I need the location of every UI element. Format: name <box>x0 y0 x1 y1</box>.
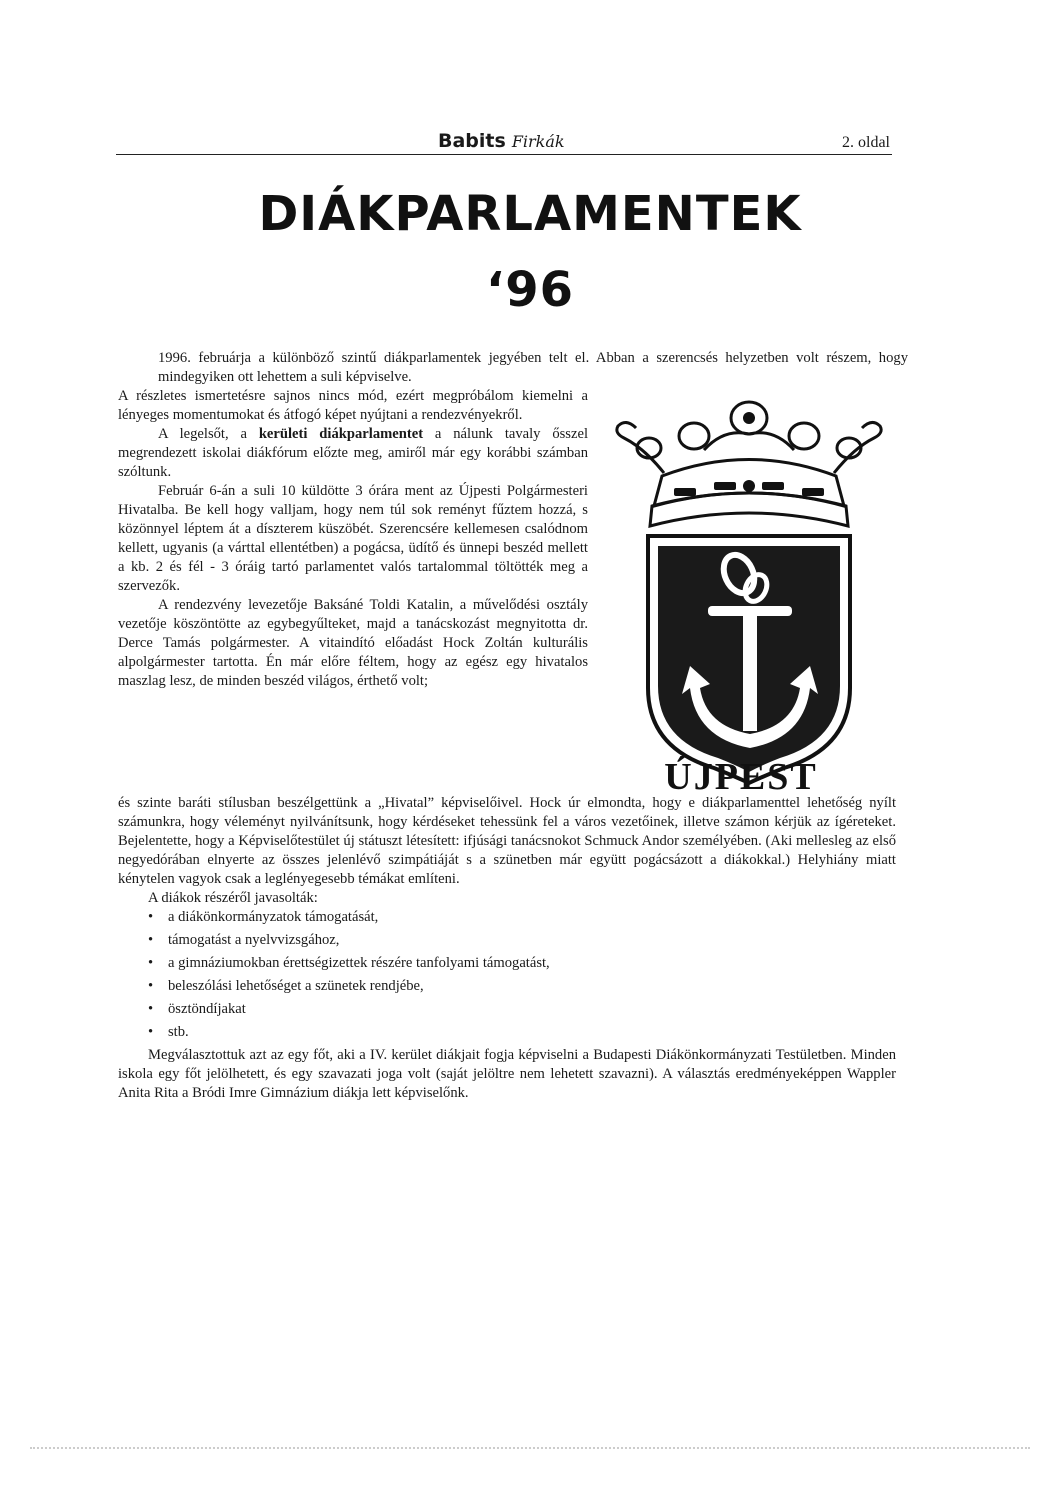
title-main: DIÁKPARLAMENTEK <box>258 186 802 242</box>
list-item: • ösztöndíjakat <box>148 1000 896 1019</box>
paragraph-2 <box>118 425 588 482</box>
paragraph-5: és szinte baráti stílusban beszélgettünk a „Hivatal” képviselőivel. Hock úr elmondta, hogy e diákparlamenttel lehetőség nyílt számunkra, hogy véleményt nyilvánítsunk, hogy kérdéseket tehessünk fel a város vezetőinek, illetve számon kérjük az ígéreteket. Bejelentette, hogy a Képviselőtestület új státuszt létesített: ifjúsági tanácsnokot Schmuck Andor személyében. (Aki mellesleg az első negyedórában elnyerte az összes jelenlévő szimpátiáját s a szünetben már együtt pogácsázott a diákokkal.) Helyhiány miatt kénytelen vagyok csak a leglényegesebb témákat említeni. <box>118 795 896 887</box>
publication-title: Babits <box>438 130 506 152</box>
list-item: • stb. <box>148 1023 896 1042</box>
list-intro: A diákok részéről javasolták: <box>148 890 318 906</box>
ujpest-coat-of-arms-icon <box>604 388 894 798</box>
paragraph-6: Megválasztottuk azt az egy főt, aki a IV. kerület diákjait fogja képviselni a Budapesti Diákönkormányzati Testületben. Minden iskola egy főt jelölhetett, és egy szavazati joga volt (saját jelöltre nem lehetett szavazni). A választás eredményeképpen Wappler Anita Rita a Bródi Imre Gimnázium diákja lett képviselőnk. <box>118 1047 896 1101</box>
crest-caption: ÚJPEST <box>664 756 818 798</box>
full-width-text <box>118 794 896 1103</box>
list-item: • a gimnáziumokban érettségizettek részére tanfolyami támogatást, <box>148 954 896 973</box>
scan-artifact-divider <box>30 1447 1030 1451</box>
proposal-list <box>118 908 896 1042</box>
publication-script-title: Firkák <box>511 132 565 151</box>
paragraph-3: Február 6-án a suli 10 küldötte 3 órára ment az Újpesti Polgármesteri Hivatalba. Be kell hogy valljam, hogy nem túl sok reményt fűztem hozzá, s közönnyel léptem át a díszterem küszöbét. Szerencsére kellemesen csalódnom kellett, ugyanis (a várttal ellentétben) a pogácsa, üdítő és ünnepi beszéd mellett a kb. 2 és fél - 3 óráig tartó parlamentet valós tartalommal töltötték meg a szervezők. <box>118 483 588 594</box>
list-item: • beleszólási lehetőséget a szünetek rendjébe, <box>148 977 896 996</box>
page-number: 2. oldal <box>842 134 890 151</box>
paragraph-1: A részletes ismertetésre sajnos nincs mód, ezért megpróbálom kiemelni a lényeges momentumokat és átfogó képet nyújtani a rendezvényekről. <box>118 388 588 423</box>
paragraph-2-start: A legelsőt, a <box>158 426 259 442</box>
paragraph-4: A rendezvény levezetője Baksáné Toldi Katalin, a művelődési osztály vezetője köszöntötte az egybegyűlteket, majd a tanácskozást megnyitotta dr. Derce Tamás polgármester. A vitaindító előadást Hock Zoltán kulturális alpolgármester tartotta. Én már előre féltem, hogy az egész egy hivatalos maszlag lesz, de minden beszéd világos, érthető volt; <box>118 597 588 689</box>
article-title <box>150 186 910 318</box>
paragraph-2-bold: kerületi diákparlamentet <box>258 426 424 442</box>
page-header <box>116 132 892 155</box>
paragraph-2-end: a nálunk tavaly ősszel megrendezett iskolai diákfórum előzte meg, amiről már egy korábbi számban szóltunk. <box>118 426 588 480</box>
publication-name <box>438 130 565 152</box>
list-item: • támogatást a nyelvvizsgához, <box>148 931 896 950</box>
intro-paragraph: 1996. februárja a különböző szintű diákparlamentek jegyében telt el. Abban a szerencsés helyzetben volt részem, hogy mindegyiken ott lehettem a suli képviselve. <box>158 350 908 385</box>
column-text <box>118 387 588 691</box>
title-year: ‘96 <box>485 262 575 318</box>
list-item: • a diákönkormányzatok támogatását, <box>148 908 896 927</box>
